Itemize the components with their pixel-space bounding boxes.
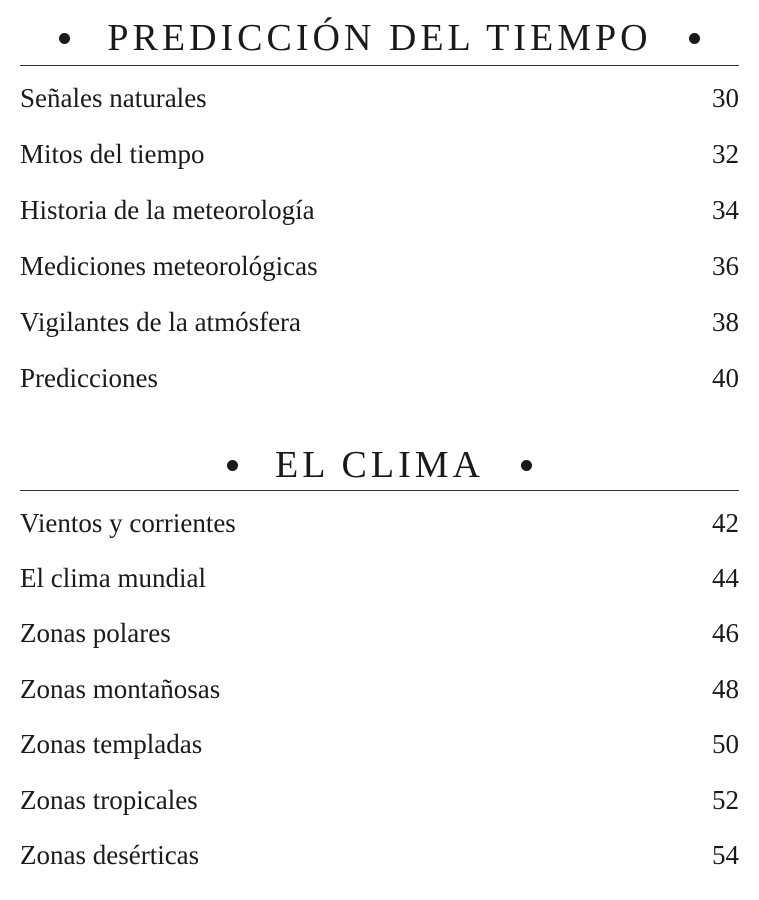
- toc-entry[interactable]: [20, 558, 739, 598]
- toc-entry-title: Historia de la meteorología: [20, 195, 315, 225]
- section-prediccion: [0, 14, 759, 393]
- toc-entry-page: 36: [712, 251, 739, 281]
- toc-entry[interactable]: [20, 302, 739, 342]
- toc-entry[interactable]: [20, 780, 739, 820]
- toc-entry-title: Predicciones: [20, 363, 158, 393]
- bullet-icon: [59, 33, 70, 44]
- toc-entry-title: Vientos y corrientes: [20, 508, 236, 538]
- toc-entry-page: 44: [712, 563, 739, 593]
- toc-entry-title: Zonas polares: [20, 618, 171, 648]
- bullet-icon: [521, 460, 532, 471]
- toc-entry-title: El clima mundial: [20, 563, 206, 593]
- toc-entry-page: 50: [712, 729, 739, 759]
- bullet-icon: [689, 33, 700, 44]
- toc-entry-title: Mediciones meteorológicas: [20, 251, 318, 281]
- toc-entry-page: 42: [712, 508, 739, 538]
- toc-entry[interactable]: [20, 246, 739, 286]
- toc-entry[interactable]: [20, 503, 739, 543]
- toc-entry-page: 52: [712, 785, 739, 815]
- toc-entry-page: 32: [712, 139, 739, 169]
- toc-entry[interactable]: [20, 134, 739, 174]
- toc-entry-page: 30: [712, 83, 739, 113]
- toc-entry[interactable]: [20, 669, 739, 709]
- toc-entry-title: Señales naturales: [20, 83, 207, 113]
- toc-entry[interactable]: [20, 190, 739, 230]
- toc-entry[interactable]: [20, 613, 739, 653]
- toc-entry[interactable]: [20, 78, 739, 118]
- section-divider: [20, 65, 739, 66]
- toc-entry-title: Vigilantes de la atmósfera: [20, 307, 302, 337]
- toc-entry-title: Zonas montañosas: [20, 674, 221, 704]
- section-header: [0, 14, 759, 62]
- section-title: EL CLIMA: [275, 444, 484, 486]
- toc-entry-title: Zonas templadas: [20, 729, 203, 759]
- toc-entry-title: Zonas desérticas: [20, 840, 200, 870]
- toc-entry-page: 38: [712, 307, 739, 337]
- section-header: [0, 441, 759, 489]
- toc-entry-page: 34: [712, 195, 739, 225]
- toc-entry-page: 46: [712, 618, 739, 648]
- toc-entry-page: 40: [712, 363, 739, 393]
- section-clima: [0, 441, 759, 870]
- toc-entry[interactable]: [20, 724, 739, 764]
- toc-entry-title: Mitos del tiempo: [20, 139, 205, 169]
- toc-entry[interactable]: [20, 835, 739, 875]
- toc-entry[interactable]: [20, 358, 739, 398]
- section-divider: [20, 490, 739, 491]
- toc-entry-page: 54: [712, 840, 739, 870]
- bullet-icon: [227, 460, 238, 471]
- toc-entry-page: 48: [712, 674, 739, 704]
- toc-entry-title: Zonas tropicales: [20, 785, 198, 815]
- section-title: PREDICCIÓN DEL TIEMPO: [107, 17, 652, 59]
